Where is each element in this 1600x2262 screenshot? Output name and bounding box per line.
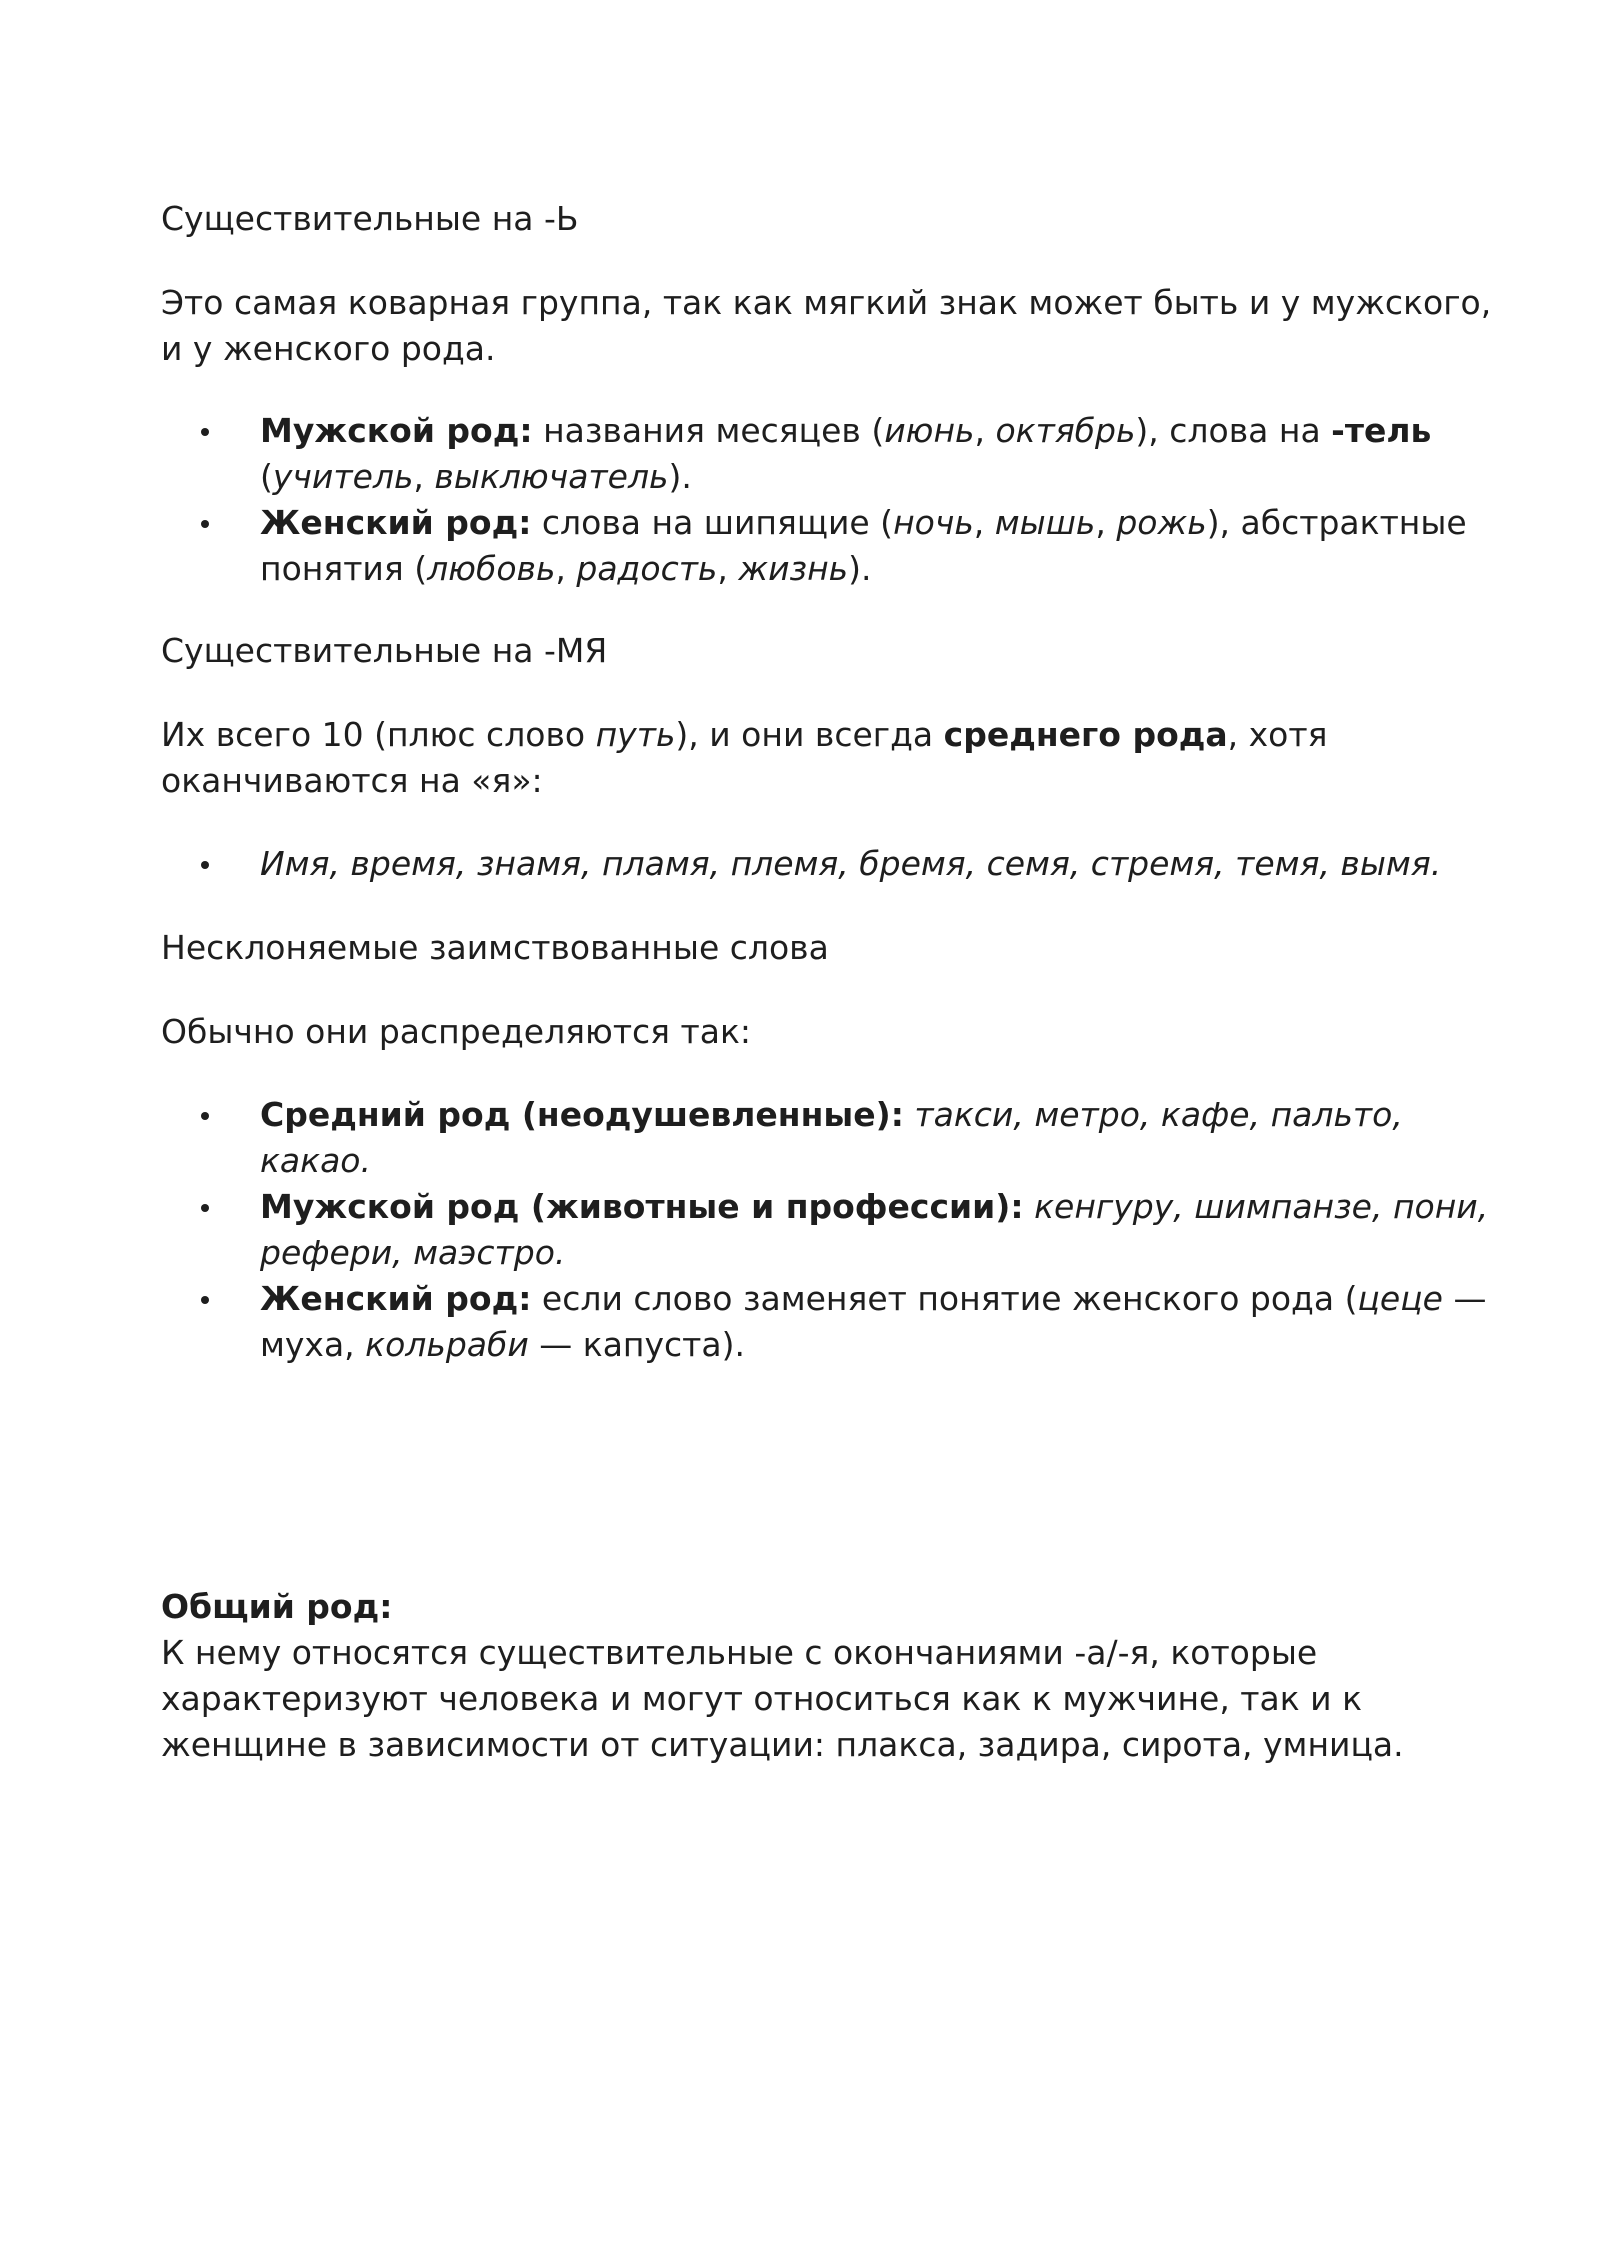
separator: , bbox=[1013, 1095, 1035, 1134]
list-mya bbox=[161, 841, 1501, 887]
separator: , bbox=[1173, 1187, 1195, 1226]
text: ), слова на bbox=[1135, 411, 1332, 450]
separator: , bbox=[1249, 1095, 1271, 1134]
example-word: ночь bbox=[893, 503, 974, 542]
text bbox=[1024, 1187, 1035, 1226]
bullet-icon bbox=[201, 1112, 209, 1120]
word: племя bbox=[730, 844, 839, 883]
word: пони bbox=[1392, 1187, 1478, 1226]
separator: , bbox=[329, 844, 351, 883]
list-item-mya-words bbox=[161, 841, 1501, 887]
separator: , bbox=[1371, 1187, 1393, 1226]
text: — муха, bbox=[260, 1279, 1487, 1364]
word: кенгуру bbox=[1034, 1187, 1174, 1226]
list-item-masculine bbox=[161, 408, 1501, 500]
list-item-masculine-animate bbox=[161, 1184, 1501, 1276]
text: ( bbox=[260, 457, 273, 496]
separator: , bbox=[1214, 844, 1236, 883]
list-item-feminine-indeclinable bbox=[161, 1276, 1501, 1368]
list-soft-sign bbox=[161, 408, 1501, 592]
label-feminine: Женский род: bbox=[260, 503, 532, 542]
word: семя bbox=[986, 844, 1070, 883]
example-word: октябрь bbox=[995, 411, 1136, 450]
separator: , bbox=[1069, 844, 1091, 883]
paragraph-common-gender: К нему относятся существительные с окончаниями -а/-я, которые характеризуют человека и могут относиться как к мужчине, так и к женщине в зависимости от ситуации: плакса, задира, сирота, умница. bbox=[161, 1633, 1404, 1764]
separator: , bbox=[838, 844, 860, 883]
example-word: цеце bbox=[1357, 1279, 1443, 1318]
heading-mya: Существительные на -МЯ bbox=[161, 631, 608, 670]
word-list-mya bbox=[260, 844, 1441, 883]
word: метро bbox=[1034, 1095, 1140, 1134]
word: темя bbox=[1235, 844, 1320, 883]
text: названия месяцев ( bbox=[532, 411, 885, 450]
text bbox=[904, 1095, 915, 1134]
example-word: жизнь bbox=[738, 549, 849, 588]
text: , bbox=[413, 457, 435, 496]
word: пламя bbox=[601, 844, 710, 883]
example-word: любовь bbox=[427, 549, 556, 588]
paragraph-mya-intro bbox=[161, 712, 1501, 804]
period: . bbox=[360, 1141, 371, 1180]
list-item-neuter bbox=[161, 1092, 1501, 1184]
bullet-icon bbox=[201, 861, 209, 869]
emphasis: среднего рода bbox=[943, 715, 1228, 754]
word: пальто bbox=[1270, 1095, 1393, 1134]
text: ). bbox=[848, 549, 872, 588]
example-word: путь bbox=[595, 715, 676, 754]
bullet-icon bbox=[201, 1296, 209, 1304]
text: слова на шипящие ( bbox=[531, 503, 894, 542]
word: рефери bbox=[260, 1233, 393, 1272]
word: такси bbox=[914, 1095, 1014, 1134]
separator: , bbox=[1392, 1095, 1403, 1134]
word: бремя bbox=[859, 844, 966, 883]
word: маэстро bbox=[413, 1233, 555, 1272]
word: стремя bbox=[1090, 844, 1215, 883]
suffix: -тель bbox=[1331, 411, 1432, 450]
separator: , bbox=[455, 844, 477, 883]
bullet-icon bbox=[201, 520, 209, 528]
example-word: июнь bbox=[884, 411, 975, 450]
heading-common-gender bbox=[161, 1584, 1501, 1630]
word: время bbox=[350, 844, 456, 883]
heading-indeclinable: Несклоняемые заимствованные слова bbox=[161, 928, 829, 967]
label-feminine-indeclinable: Женский род: bbox=[260, 1279, 532, 1318]
separator: , bbox=[1319, 844, 1341, 883]
text: , bbox=[717, 549, 739, 588]
example-word: кольраби bbox=[365, 1325, 529, 1364]
text: , bbox=[555, 549, 577, 588]
text: ), абстрактные понятия ( bbox=[260, 503, 1467, 588]
heading-text: Общий род: bbox=[161, 1587, 393, 1626]
label-masculine-animate: Мужской род (животные и профессии): bbox=[260, 1187, 1024, 1226]
word: кафе bbox=[1160, 1095, 1250, 1134]
separator: , bbox=[1139, 1095, 1161, 1134]
example-word: учитель bbox=[272, 457, 414, 496]
example-word: радость bbox=[576, 549, 718, 588]
text: — капуста). bbox=[528, 1325, 745, 1364]
word: шимпанзе bbox=[1194, 1187, 1372, 1226]
list-item-feminine bbox=[161, 500, 1501, 592]
label-masculine: Мужской род: bbox=[260, 411, 533, 450]
text: если слово заменяет понятие женского рода ( bbox=[531, 1279, 1358, 1318]
separator: , bbox=[580, 844, 602, 883]
label-neuter: Средний род (неодушевленные): bbox=[260, 1095, 904, 1134]
example-word: мышь bbox=[994, 503, 1096, 542]
word: знамя bbox=[476, 844, 581, 883]
example-word: рожь bbox=[1116, 503, 1207, 542]
separator: , bbox=[709, 844, 731, 883]
separator: , bbox=[965, 844, 987, 883]
separator: , bbox=[392, 1233, 414, 1272]
text: , bbox=[973, 503, 995, 542]
heading-soft-sign: Существительные на -Ь bbox=[161, 199, 579, 238]
paragraph-indeclinable-intro: Обычно они распределяются так: bbox=[161, 1012, 752, 1051]
example-word: выключатель bbox=[434, 457, 669, 496]
text: Их всего 10 (плюс слово bbox=[161, 715, 596, 754]
bullet-icon bbox=[201, 428, 209, 436]
text: , хотя оканчиваются на «я»: bbox=[161, 715, 1328, 800]
word: какао bbox=[260, 1141, 361, 1180]
word: Имя bbox=[260, 844, 330, 883]
list-indeclinable bbox=[161, 1092, 1501, 1368]
text: , bbox=[1095, 503, 1117, 542]
text: , bbox=[974, 411, 996, 450]
text: ), и они всегда bbox=[675, 715, 944, 754]
bullet-icon bbox=[201, 1204, 209, 1212]
separator: , bbox=[1477, 1187, 1489, 1226]
paragraph-soft-sign-intro: Это самая коварная группа, так как мягкий знак может быть и у мужского, и у женского рода. bbox=[161, 283, 1492, 368]
text: ). bbox=[668, 457, 692, 496]
period: . bbox=[1430, 844, 1442, 883]
period: . bbox=[554, 1233, 566, 1272]
word: вымя bbox=[1340, 844, 1431, 883]
